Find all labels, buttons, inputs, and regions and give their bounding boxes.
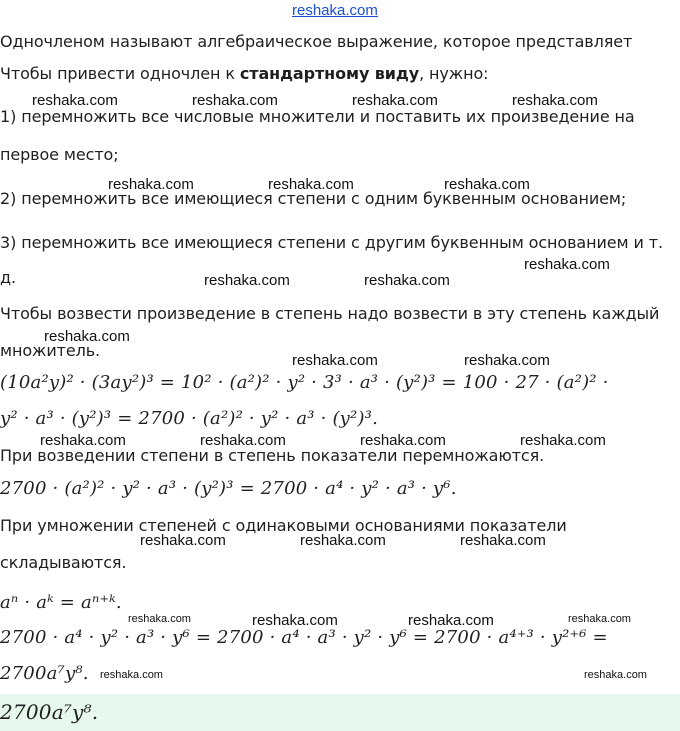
- watermark: reshaka.com: [192, 92, 278, 109]
- site-link[interactable]: reshaka.com: [292, 2, 378, 19]
- step-3-line-1: 3) перемножить все имеющиеся степени с другим буквенным основанием и т.: [0, 233, 663, 252]
- watermark-small: reshaka.com: [128, 613, 191, 625]
- watermark: reshaka.com: [464, 352, 550, 369]
- watermark: reshaka.com: [140, 532, 226, 549]
- math-line-5: 2700a⁷y⁸.: [0, 663, 89, 684]
- math-rule-line: aⁿ · aᵏ = aⁿ⁺ᵏ.: [0, 592, 122, 613]
- watermark: reshaka.com: [32, 92, 118, 109]
- math-line-1: (10a²y)² · (3ay²)³ = 10² · (a²)² · y² · 3³ · a³ · (y²)³ = 100 · 27 · (a²)² ·: [0, 372, 609, 393]
- watermark: reshaka.com: [460, 532, 546, 549]
- watermark-small: reshaka.com: [100, 669, 163, 681]
- watermark-small: reshaka.com: [568, 613, 631, 625]
- watermark: reshaka.com: [364, 272, 450, 289]
- standard-form-post: , нужно:: [419, 64, 489, 83]
- math-line-4: 2700 · a⁴ · y² · a³ · y⁶ = 2700 · a⁴ · a³ · y² · y⁶ = 2700 · a⁴⁺³ · y²⁺⁶ =: [0, 627, 608, 648]
- watermark: reshaka.com: [524, 256, 610, 273]
- watermark: reshaka.com: [268, 176, 354, 193]
- math-line-2: y² · a³ · (y²)³ = 2700 · (a²)² · y² · a³ · (y²)³.: [0, 408, 379, 429]
- watermark: reshaka.com: [360, 432, 446, 449]
- watermark: reshaka.com: [444, 176, 530, 193]
- same-base-line-2: складываются.: [0, 553, 127, 572]
- watermark: reshaka.com: [408, 612, 494, 629]
- watermark: reshaka.com: [352, 92, 438, 109]
- watermark: reshaka.com: [300, 532, 386, 549]
- watermark: reshaka.com: [200, 432, 286, 449]
- watermark: reshaka.com: [204, 272, 290, 289]
- power-of-power-line: При возведении степени в степень показатели перемножаются.: [0, 446, 545, 465]
- math-line-3: 2700 · (a²)² · y² · a³ · (y²)³ = 2700 · a⁴ · y² · a³ · y⁶.: [0, 478, 457, 499]
- step-1-line-1: 1) перемножить все числовые множители и поставить их произведение на: [0, 107, 635, 126]
- definition-line: Одночленом называют алгебраическое выражение, которое представляет: [0, 32, 633, 51]
- standard-form-bold: стандартному виду: [239, 64, 420, 83]
- same-base-line-1: При умножении степеней с одинаковыми основаниями показатели: [0, 516, 567, 535]
- step-1-line-2: первое место;: [0, 145, 119, 164]
- step-2-line: 2) перемножить все имеющиеся степени с одним буквенным основанием;: [0, 189, 627, 208]
- standard-form-pre: Чтобы привести одночлен к: [0, 64, 240, 83]
- watermark: reshaka.com: [520, 432, 606, 449]
- watermark: reshaka.com: [108, 176, 194, 193]
- watermark: reshaka.com: [252, 612, 338, 629]
- watermark: reshaka.com: [512, 92, 598, 109]
- power-rule-line-1: Чтобы возвести произведение в степень надо возвести в эту степень каждый: [0, 304, 660, 323]
- watermark-small: reshaka.com: [584, 669, 647, 681]
- watermark: reshaka.com: [44, 328, 130, 345]
- power-rule-line-2: множитель.: [0, 341, 101, 360]
- watermark: reshaka.com: [40, 432, 126, 449]
- standard-form-line: [0, 64, 488, 83]
- watermark: reshaka.com: [292, 352, 378, 369]
- answer-text: 2700a⁷y⁸.: [0, 700, 99, 724]
- step-3-line-2: д.: [0, 268, 16, 287]
- answer-highlight: [0, 694, 680, 731]
